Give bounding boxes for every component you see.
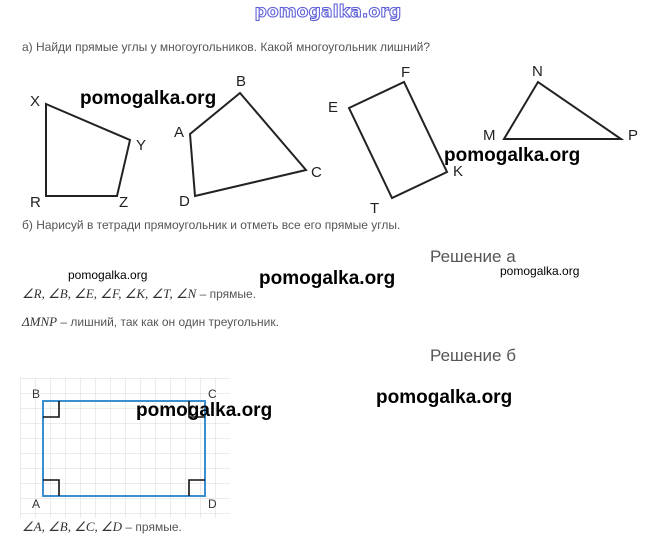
odd-figure-reason: – лишний, так как он один треугольник. [57, 315, 279, 329]
vertex-label-n: N [532, 63, 543, 80]
vertex-label-t: T [370, 200, 380, 217]
corner-label-b: B [32, 387, 41, 401]
vertex-label-a: A [174, 124, 185, 141]
vertex-label-d: D [179, 193, 190, 210]
task-b-text: б) Нарисуй в тетради прямоугольник и отметь все его прямые углы. [22, 218, 401, 232]
vertex-label-z: Z [119, 194, 129, 211]
polygons-figure [0, 58, 656, 218]
vertex-label-f: F [401, 64, 411, 81]
polygon-efkt [349, 82, 447, 198]
rectangle-grid-figure [20, 378, 230, 518]
solution-b-title: Решение б [430, 346, 516, 365]
corner-label-a: A [32, 497, 41, 511]
right-angles-tail: – прямые. [196, 287, 257, 301]
corner-label-c: C [208, 387, 217, 401]
polygon-mnp [504, 82, 621, 139]
right-angles-list: ∠R, ∠B, ∠E, ∠F, ∠K, ∠T, ∠N [22, 286, 197, 301]
solution-b-answer [22, 519, 182, 535]
watermark: pomogalka.org [80, 88, 217, 109]
watermark: pomogalka.org [444, 145, 581, 166]
vertex-label-k: K [453, 163, 464, 180]
corner-label-d: D [208, 497, 217, 511]
task-a-text: а) Найди прямые углы у многоугольников. Какой многоугольник лишний? [22, 40, 431, 54]
vertex-label-e: E [328, 99, 339, 116]
solution-a-title: Решение а [430, 247, 516, 266]
watermark: pomogalka.org [500, 264, 580, 278]
vertex-label-c: C [311, 164, 322, 181]
vertex-label-r: R [30, 194, 41, 211]
vertex-label-b: B [236, 73, 247, 90]
site-header-logo: pomogalka.org [254, 2, 402, 22]
solution-a-line1 [22, 286, 256, 302]
rectangle-angles-tail: – прямые. [122, 520, 182, 534]
watermark: pomogalka.org [136, 400, 273, 421]
solution-a-line2 [22, 314, 279, 330]
rectangle-angles-list: ∠A, ∠B, ∠C, ∠D [22, 519, 123, 534]
vertex-label-m: M [483, 127, 496, 144]
vertex-label-p: P [628, 127, 639, 144]
polygon-xyzr [46, 104, 130, 196]
watermark: pomogalka.org [68, 268, 148, 282]
watermark: pomogalka.org [376, 387, 513, 408]
odd-figure-name: ΔMNP [22, 314, 58, 329]
vertex-label-x: X [30, 93, 41, 110]
vertex-label-y: Y [136, 137, 147, 154]
watermark: pomogalka.org [259, 268, 396, 289]
